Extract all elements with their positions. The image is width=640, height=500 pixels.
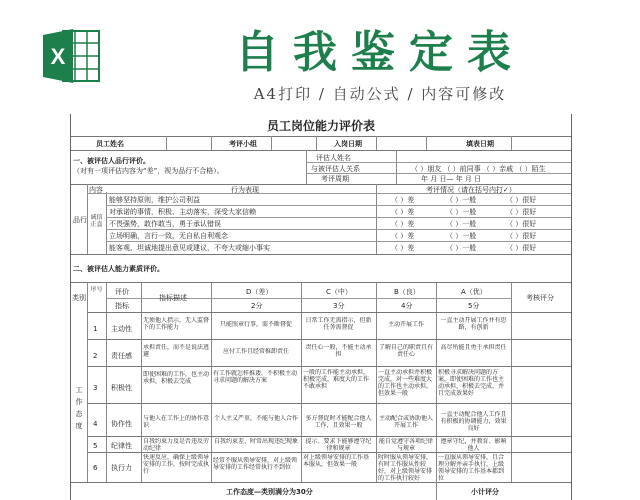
- grade-d-text: 个人主义严重，不能与他人合作: [213, 415, 298, 422]
- indicator-description: 承担责任，而不是说法逃避: [143, 344, 209, 358]
- section1-note: （对有一项评估内容为“差”，视为品行不合格）。: [73, 167, 224, 175]
- divider: [71, 482, 571, 483]
- indicator-description: 无须他人指示，无人监督下的工作能力: [143, 317, 209, 331]
- col-eval: 评价: [115, 288, 129, 296]
- indicator-name: 责任感: [111, 352, 132, 360]
- divider: [71, 282, 571, 283]
- row-number: 2: [93, 352, 98, 360]
- checkbox-average[interactable]: （ ）一般: [446, 220, 477, 228]
- grade-a-text: 积极寻求解决问题的方案，即使困难的工作也主动承担，积极去完成，并且完成效果好: [438, 369, 505, 397]
- score-a: 5分: [468, 302, 480, 310]
- checkbox-good[interactable]: （ ）很好: [506, 196, 537, 204]
- checkbox-poor[interactable]: （ ）差: [391, 196, 415, 204]
- indicator-name: 纪律性: [111, 442, 132, 450]
- col-grade-d: D（差）: [246, 288, 273, 296]
- page-title: 自我鉴定表: [235, 27, 525, 78]
- grade-a-text: 一直服从领导安排，且合理分解并亲手执行，上级领导安排的工作基本都到位: [438, 454, 505, 482]
- entry-date-label: 入岗日期: [334, 140, 362, 148]
- col-description: 指标描述: [159, 294, 187, 302]
- row-number: 3: [93, 384, 98, 392]
- col-score: 考核评分: [526, 294, 554, 302]
- grade-b-text: 主动开展工作: [387, 321, 424, 328]
- grade-a-text: 遵章守纪，并教育、影响他人: [440, 438, 507, 452]
- grade-b-text: 主动配合或协助他人开展工作: [378, 415, 433, 429]
- grade-b-text: 了解自己的职责且有责任心: [378, 344, 433, 358]
- evaluator-name-label: 评估人姓名: [316, 154, 351, 162]
- indicator-description: 快速反应，确保上级领导安排的工作，按时完成执行: [143, 454, 209, 475]
- score-d: 2分: [251, 302, 263, 310]
- col-number: 序号: [90, 286, 103, 293]
- grade-b-text: 能自觉遵守各项纪律与规章: [378, 438, 433, 452]
- svg-text:X: X: [50, 44, 66, 69]
- indicator-description: 自我约束力及是否违反劳动纪律: [143, 438, 209, 452]
- grade-d-text: 经常不服从领导安排，对上级领导安排的工作经常执行不到位: [213, 457, 298, 471]
- divider: [71, 136, 571, 137]
- sheet-title: 员工岗位能力评价表: [266, 119, 375, 133]
- employee-name-label: 员工姓名: [96, 140, 124, 148]
- period-value: 年 月 日— 年 月 日: [421, 175, 482, 183]
- conduct-row-1: 能够坚持原则，维护公司利益: [109, 196, 200, 204]
- col-indicator: 指标: [115, 302, 129, 310]
- section1-heading: 一、被评估人品行评价。: [73, 157, 150, 165]
- page-subtitle: A4打印 / 自动公式 / 内容可修改: [253, 85, 507, 103]
- conduct-row-3: 不畏强势，敢作敢当，勇于承认错误: [109, 220, 221, 228]
- checkbox-poor[interactable]: （ ）差: [391, 220, 415, 228]
- indicator-name: 协作性: [111, 420, 132, 428]
- checkbox-average[interactable]: （ ）一般: [446, 232, 477, 240]
- conduct-group-label: 品行: [73, 216, 87, 224]
- col-behavior-label: 行为表现: [231, 186, 259, 194]
- grade-b-text: 一直主动承担并积极完成，对一些难度大的工作也主动承担，但效果一般: [378, 369, 433, 397]
- checkbox-good[interactable]: （ ）很好: [506, 232, 537, 240]
- grade-d-text: 有工作就怎样推诿，不积极主动寻求问题的解决方案: [213, 370, 298, 384]
- grade-d-text: 应付工作且经常推卸责任: [222, 348, 289, 355]
- review-group-label: 考评小组: [229, 140, 257, 148]
- divider: [71, 150, 571, 151]
- checkbox-poor[interactable]: （ ）差: [391, 208, 415, 216]
- fill-date-label: 填表日期: [466, 140, 494, 148]
- category-label: 工作态度: [75, 386, 83, 430]
- grade-c-text: 多方督促时才能配合他人工作，且效果一般: [305, 415, 372, 429]
- indicator-name: 主动性: [111, 325, 132, 333]
- indicator-name: 执行力: [111, 464, 132, 472]
- divider: [71, 184, 571, 185]
- grade-d-text: 只能照章行事，需不断督促: [219, 321, 292, 328]
- col-category: 类别: [72, 294, 86, 302]
- grade-c-text: 责任心一般，不能主动承担: [305, 344, 372, 358]
- subtotal-label: 小计评分: [471, 488, 499, 496]
- conduct-row-4: 立场明确，言行一致，无自私自利观念: [109, 232, 228, 240]
- conduct-row-2: 对承诺的事情，积极、主动落实，深受大家信赖: [109, 208, 256, 216]
- grade-a-text: 高尽所能且勇于承担责任: [440, 344, 507, 351]
- template-banner: [0, 0, 640, 113]
- divider: [71, 254, 571, 255]
- checkbox-poor[interactable]: （ ）差: [391, 244, 415, 252]
- col-grade-c: C（中）: [326, 288, 352, 296]
- grade-c-text: 一般的工作能主动承担，积极完成，难度大的工作不敢承担: [303, 369, 370, 390]
- grade-a-text: 一直主动配合他人工作且有积极的协调能力，效果良好: [440, 411, 507, 432]
- grade-b-text: 时时服从领导安排，有时工作服从性较好，对上级领导安排的工作执行较好: [378, 454, 433, 482]
- grade-c-text: 对上级领导安排的工作基本服从，但效果一般: [303, 454, 370, 468]
- evaluation-sheet: [70, 114, 572, 500]
- col-content-label: 内容: [89, 186, 103, 194]
- score-c: 3分: [333, 302, 345, 310]
- conduct-row-5: 能客观、坦诚地提出意见或建议，不夸大或缩小事实: [109, 244, 270, 252]
- indicator-description: 即使困难的工作，也主动承担，积极去完成: [143, 371, 209, 385]
- indicator-name: 积极性: [111, 384, 132, 392]
- grade-d-text: 自我约束差、时常出现违纪现象: [213, 438, 298, 445]
- grade-c-text: 提示、要求下能够遵守纪律和规章: [305, 438, 372, 452]
- checkbox-poor[interactable]: （ ）差: [391, 232, 415, 240]
- row-number: 6: [93, 464, 98, 472]
- checkbox-average[interactable]: （ ）一般: [446, 208, 477, 216]
- relation-label: 与被评估人关系: [311, 165, 360, 173]
- checkbox-good[interactable]: （ ）很好: [506, 208, 537, 216]
- excel-logo-icon: [41, 27, 101, 85]
- row-number: 5: [93, 442, 98, 450]
- indicator-description: 与他人在工作上的协作意识: [143, 415, 209, 429]
- checkbox-good[interactable]: （ ）很好: [506, 244, 537, 252]
- checkbox-average[interactable]: （ ）一般: [446, 244, 477, 252]
- col-grade-a: A（优）: [461, 288, 487, 296]
- checkbox-good[interactable]: （ ）很好: [506, 220, 537, 228]
- score-b: 4分: [401, 302, 413, 310]
- row-number: 1: [93, 325, 98, 333]
- row-number: 4: [93, 420, 98, 428]
- grade-c-text: 日常工作无需指示，但新任务需督促: [305, 317, 372, 331]
- conduct-sub-label: 诚信正直: [90, 214, 103, 228]
- grade-a-text: 一直主动开展工作并有思路，有创新: [440, 317, 507, 331]
- col-grade-b: B（良）: [394, 288, 420, 296]
- checkbox-average[interactable]: （ ）一般: [446, 196, 477, 204]
- relation-options: （ ）朋友 （ ）前同事 （ ）亲戚 （ ）陌生: [411, 165, 546, 173]
- section2-heading: 二、被评估人能力素质评价。: [73, 265, 164, 273]
- period-label: 考评周期: [321, 175, 349, 183]
- category-max-score: 工作态度—类别满分为30分: [226, 488, 313, 496]
- col-status-label: 考评情况（请在括号内打✓）: [426, 186, 516, 194]
